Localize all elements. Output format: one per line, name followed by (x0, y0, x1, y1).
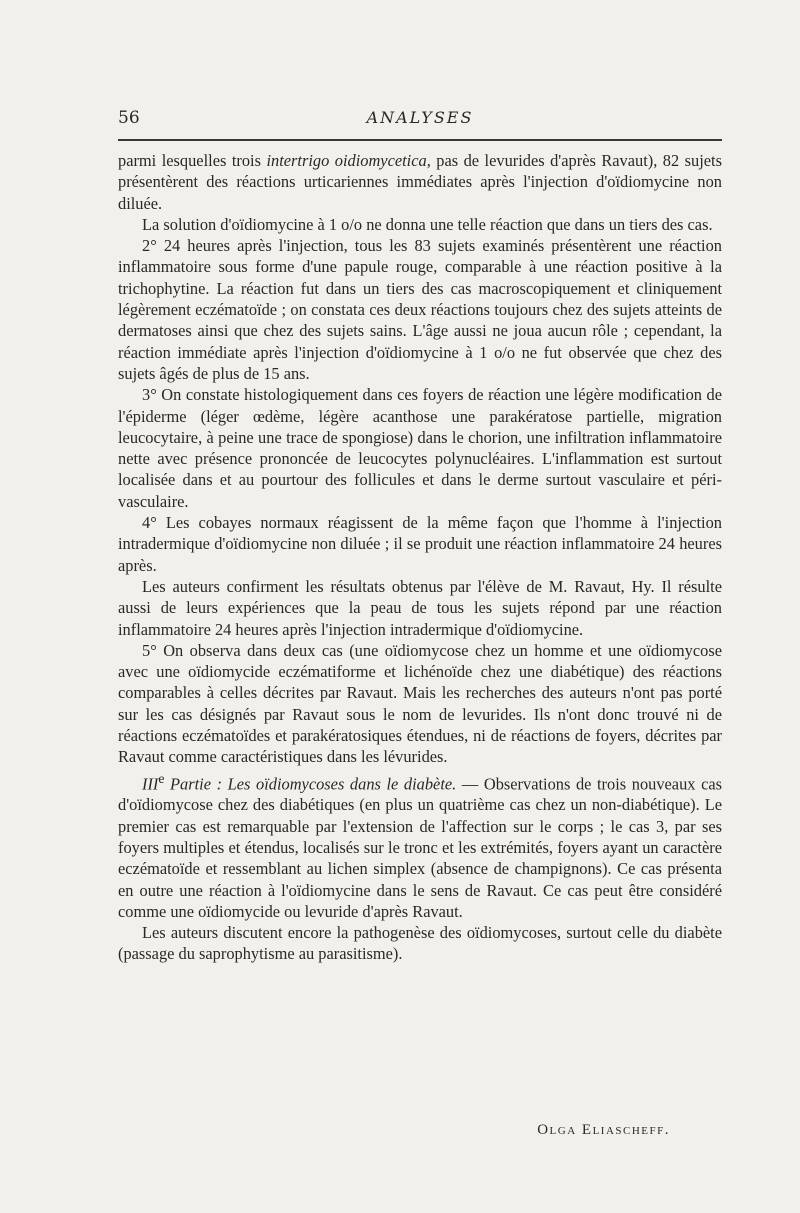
author-signature: Olga Eliascheff. (537, 1122, 670, 1138)
article-body (118, 150, 722, 965)
paragraph-p1 (118, 150, 722, 214)
paragraph-text: parmi lesquelles trois (118, 151, 267, 170)
superscript-text: e (158, 770, 165, 786)
paragraph-p5 (118, 512, 722, 576)
italic-text: intertrigo oidiomycetica (266, 151, 427, 170)
paragraph-p9 (118, 922, 722, 965)
paragraph-text: Les auteurs confirment les résultats obtenus par l'élève de M. Ravaut, Hy. Il résulte aussi de leurs expériences que la peau de tous les sujets répond par une réaction inflammatoire 24 heures après l'injection intradermique d'oïdiomycine. (118, 576, 722, 639)
paragraph-text: , pas de levurides d'après Ravaut), 82 sujets présentèrent des réactions urticariennes immédiates après l'injection d'oïdiomycine non diluée. (118, 151, 722, 213)
paragraph-text: 5° On observa dans deux cas (une oïdiomycose chez un homme et une oïdiomycose avec une oïdiomycide eczématiforme et lichénoïde chez une diabétique) des réactions comparables à celles décrites par Ravaut. Mais les recherches des auteurs n'ont pas porté sur les cas désignés par Ravaut sous le nom de levurides. Ils n'ont donc trouvé ni de réactions eczématoïdes et parakératosiques étendues, ni de réactions de foyers, décrites par Ravaut comme caractéristiques dans les lévurides. (118, 640, 722, 767)
italic-text: III (142, 774, 159, 794)
paragraph-text: Les auteurs discutent encore la pathogenèse des oïdiomycoses, surtout celle du diabète (passage du saprophytisme au parasitisme). (118, 923, 722, 964)
paragraph-p4 (118, 384, 722, 512)
paragraph-p6 (118, 576, 722, 640)
paragraph-text: 2° 24 heures après l'injection, tous les 83 sujets examinés présentèrent une réaction inflammatoire sous forme d'une papule rouge, comparable à une réaction positive à la trichophytine. La réaction fut dans un tiers des cas macroscopiquement et cliniquement légèrement eczématoïde ; on constata ces deux réactions toujours chez des sujets atteints de dermatoses ainsi que chez des sujets sains. L'âge aussi ne joua aucun rôle ; cependant, la réaction immédiate après l'injection d'oïdiomycine à 1 o/o ne fut observée que chez des sujets âgés de plus de 15 ans. (118, 236, 722, 383)
paragraph-text: 4° Les cobayes normaux réagissent de la même façon que l'homme à l'injection intradermique d'oïdiomycine non diluée ; il se produit une réaction inflammatoire 24 heures après. (118, 513, 722, 575)
paragraph-p2 (118, 214, 722, 235)
paragraph-text: 3° On constate histologiquement dans ces foyers de réaction une légère modification de l'épiderme (léger œdème, légère acanthose une parakératose partielle, migration leucocytaire, à peine une trace de spongiose) dans le chorion, une infiltration inflammatoire nette avec présence prononcée de leucocytes polynucléaires. L'inflammation est surtout localisée dans et au pourtour des follicules et dans le derme surtout vasculaire et péri-vasculaire. (118, 385, 722, 511)
running-title: ANALYSES (366, 108, 474, 127)
paragraph-p7 (118, 640, 722, 768)
page-header (118, 108, 722, 130)
page-number: 56 (118, 108, 140, 128)
italic-text: Partie : Les oïdiomycoses dans le diabète. (164, 774, 457, 794)
header-rule (118, 139, 722, 141)
paragraph-text: — Observations de trois nouveaux cas d'oïdiomycose chez des diabétiques (en plus un quatrième cas chez un non-diabétique). Le premier cas est remarquable par l'extension de l'affection sur le corps ; le cas 3, par ses foyers multiples et étendus, localisés sur le tronc et les extrémités, foyers ayant un caractère eczématoïde et ressemblant au lichen simplex (absence de champignons). Ce cas présenta en outre une réaction à l'oïdiomycine dans le sens de Ravaut. Ce cas peut être considéré comme une oïdiomycide ou levuride d'après Ravaut. (118, 774, 722, 921)
paragraph-text: La solution d'oïdiomycine à 1 o/o ne donna une telle réaction que dans un tiers des cas. (142, 214, 713, 234)
paragraph-p3 (118, 235, 722, 384)
paragraph-p8 (118, 768, 722, 923)
